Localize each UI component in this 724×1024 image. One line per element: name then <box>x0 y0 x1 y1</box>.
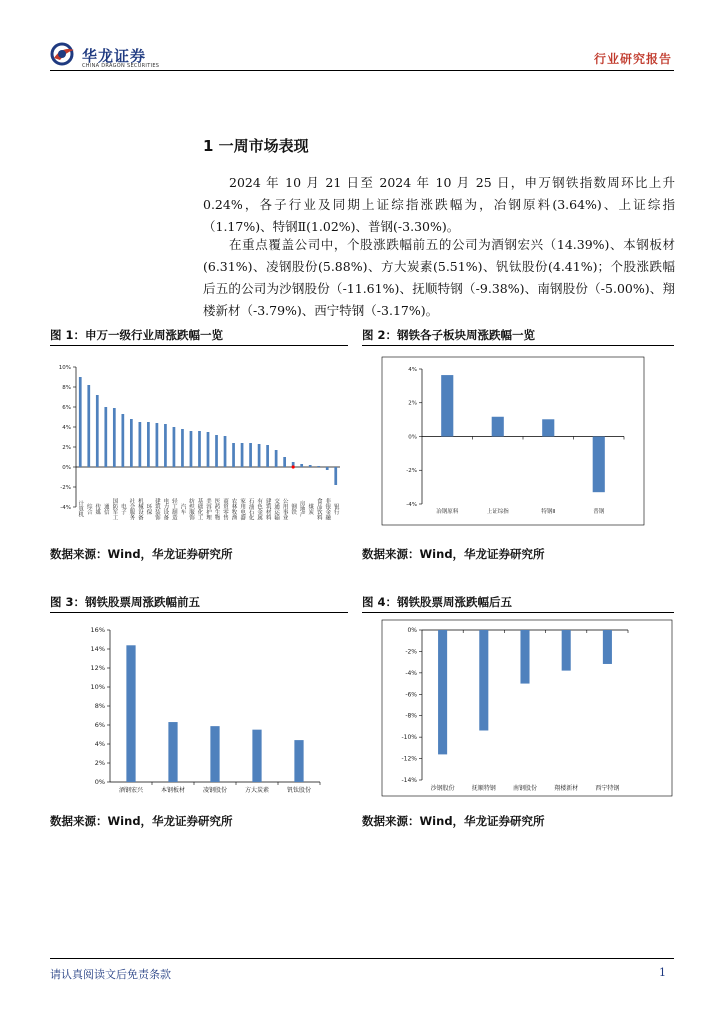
x-category-label: 建筑材料 <box>264 498 271 520</box>
bar-方大炭素 <box>252 730 261 782</box>
bar-沙钢股份 <box>438 630 447 754</box>
y-tick-label: 12% <box>90 664 105 673</box>
bar-普钢 <box>593 437 605 493</box>
y-tick-label: 8% <box>94 702 105 711</box>
x-category-label: 通信 <box>102 503 109 515</box>
bar-特钢Ⅱ <box>542 419 554 436</box>
bar-计算机 <box>79 377 82 467</box>
x-category-label: 银行 <box>332 503 339 515</box>
x-category-label: 国防军工 <box>111 498 118 520</box>
highlight-marker <box>292 465 295 468</box>
x-category-label: 酒钢宏兴 <box>118 787 144 794</box>
y-tick-label: 10% <box>58 364 71 371</box>
x-category-label: 综合 <box>85 503 92 515</box>
figure-3-title: 图 3：钢铁股票周涨跌幅前五 <box>50 595 201 609</box>
x-category-label: 食品饮料 <box>315 498 322 520</box>
bar-南钢股份 <box>520 630 529 684</box>
y-tick-label: 8% <box>62 384 71 391</box>
x-category-label: 有色金属 <box>256 498 263 520</box>
y-tick-label: -2% <box>406 468 417 475</box>
figure-2-chart <box>362 355 674 535</box>
y-tick-label: -4% <box>60 504 71 511</box>
bar-农林牧渔 <box>232 443 235 467</box>
y-tick-label: 4% <box>94 740 105 749</box>
figure-1-title: 图 1：申万一级行业周涨跌幅一览 <box>50 328 224 342</box>
y-tick-label: 0% <box>94 778 105 787</box>
figure-1-svg <box>50 355 348 535</box>
y-tick-label: 14% <box>90 645 105 654</box>
x-category-label: 电力设备 <box>162 498 169 520</box>
x-category-label: 钢铁 <box>290 503 297 515</box>
section-title: 1 一周市场表现 <box>203 137 309 155</box>
y-tick-label: 2% <box>94 759 105 768</box>
x-category-label: 医药生物 <box>213 498 220 520</box>
x-category-label: 美容护理 <box>205 498 211 520</box>
header-rule <box>50 70 674 71</box>
figure-3-rule <box>50 612 348 613</box>
bar-公用事业 <box>283 457 286 467</box>
x-category-label: 商贸零售 <box>222 498 229 520</box>
bar-煤炭 <box>309 465 312 467</box>
x-category-label: 沙钢股份 <box>430 785 455 792</box>
bar-基础化工 <box>198 431 201 467</box>
figure-3-chart <box>50 618 348 800</box>
y-tick-label: 0% <box>408 434 417 441</box>
bar-冶钢原料 <box>441 375 453 436</box>
x-category-label: 传媒 <box>94 503 101 515</box>
x-category-label: 计算机 <box>77 500 84 518</box>
x-category-label: 环保 <box>145 503 152 515</box>
bar-石油石化 <box>249 443 252 467</box>
y-tick-label: -14% <box>401 777 417 784</box>
logo-name: 华龙证券 <box>82 47 147 65</box>
figure-3-svg <box>50 618 348 800</box>
bar-医药生物 <box>215 435 218 467</box>
y-tick-label: 0% <box>407 627 417 634</box>
y-tick-label: -4% <box>405 669 417 677</box>
x-category-label: 非银金融 <box>324 498 331 520</box>
bar-美容护理 <box>207 432 210 467</box>
bar-建筑装饰 <box>156 423 159 467</box>
figure-1-chart <box>50 355 348 535</box>
bar-非银金融 <box>326 467 329 470</box>
x-category-label: 轻工制造 <box>170 498 177 520</box>
bar-国防军工 <box>113 408 116 467</box>
bar-综合 <box>87 385 90 467</box>
footer-rule <box>50 958 674 959</box>
dragon-logo-icon <box>50 42 78 66</box>
figure-2-title: 图 2：钢铁各子板块周涨跌幅一览 <box>362 328 536 342</box>
bar-机械设备 <box>139 422 142 467</box>
bar-环保 <box>147 422 150 467</box>
y-tick-label: -2% <box>405 648 417 656</box>
bar-汽车 <box>181 429 184 467</box>
logo-subtitle: CHINA DRAGON SECURITIES <box>82 63 160 69</box>
y-tick-label: 10% <box>90 683 105 692</box>
x-category-label: 石油石化 <box>247 498 254 520</box>
y-tick-label: 16% <box>90 626 105 635</box>
bar-房地产 <box>300 464 303 467</box>
bar-银行 <box>334 467 337 485</box>
figure-2-svg <box>362 355 674 535</box>
x-category-label: 家用电器 <box>239 498 246 520</box>
bar-电力设备 <box>164 424 167 467</box>
x-category-label: 煤炭 <box>307 503 314 515</box>
x-category-label: 房地产 <box>298 500 305 518</box>
x-category-label: 翔楼新材 <box>554 785 579 792</box>
figure-4-title: 图 4：钢铁股票周涨跌幅后五 <box>362 595 513 609</box>
x-category-label: 社会服务 <box>128 498 135 520</box>
x-category-label: 农林牧渔 <box>230 498 237 520</box>
bar-电子 <box>121 414 124 467</box>
figure-2-rule <box>362 345 674 346</box>
x-category-label: 钒钛股份 <box>286 787 312 794</box>
x-category-label: 上证综指 <box>486 509 509 515</box>
figure-4-source: 数据来源：Wind，华龙证券研究所 <box>362 814 545 828</box>
bar-建筑材料 <box>266 445 269 467</box>
x-category-label: 冶钢原料 <box>436 509 459 515</box>
bar-酒钢宏兴 <box>126 645 135 782</box>
y-tick-label: 6% <box>62 404 71 411</box>
x-category-label: 电子 <box>119 503 126 515</box>
x-category-label: 交通运输 <box>273 498 280 520</box>
figure-2-source: 数据来源：Wind，华龙证券研究所 <box>362 547 545 561</box>
bar-传媒 <box>96 395 99 467</box>
bar-社会服务 <box>130 419 133 467</box>
report-type: 行业研究报告 <box>593 52 672 66</box>
y-tick-label: -4% <box>406 501 417 508</box>
x-category-label: 机械设备 <box>136 498 143 520</box>
x-category-label: 抚顺特钢 <box>471 785 496 792</box>
x-category-label: 建筑装饰 <box>153 498 160 520</box>
x-category-label: 特钢Ⅱ <box>541 509 556 515</box>
figure-1-rule <box>50 345 348 346</box>
y-tick-label: -12% <box>401 755 417 763</box>
figure-4-chart <box>362 618 674 800</box>
paragraph-1: 2024 年 10 月 21 日至 2024 年 10 月 25 日，申万钢铁指数周环比上升0.24%，各子行业及同期上证综指涨跌幅为，冶钢原料(3.64%)、上证综指（1.17%)、特钢Ⅱ(1.02%)、普钢(-3.30%)。 <box>203 175 675 234</box>
bar-有色金属 <box>258 444 261 467</box>
figure-1-source: 数据来源：Wind，华龙证券研究所 <box>50 547 233 561</box>
y-tick-label: -6% <box>405 691 417 699</box>
x-category-label: 公用事业 <box>281 498 288 520</box>
page-number: 1 <box>659 966 666 979</box>
y-tick-label: 2% <box>62 444 71 451</box>
bar-翔楼新材 <box>562 630 571 671</box>
paragraph-2: 在重点覆盖公司中，个股涨跌幅前五的公司为酒钢宏兴（14.39%)、本钢板材(6.31%)、凌钢股份(5.88%)、方大炭素(5.51%)、钒钛股份(4.41%)；个股涨跌幅后五的公司为沙钢股份（-11.61%)、抚顺特钢（-9.38%)、南钢股份（-5.00%)、翔楼新材（-3.79%)、西宁特钢（-3.17%)。 <box>203 237 675 318</box>
x-category-label: 西宁特钢 <box>595 785 620 792</box>
bar-通信 <box>104 407 107 467</box>
disclaimer-note[interactable]: 请认真阅读文后免责条款 <box>50 968 171 981</box>
bar-抚顺特钢 <box>479 630 488 731</box>
x-category-label: 纺织服饰 <box>187 498 194 520</box>
x-category-label: 基础化工 <box>196 498 203 520</box>
figure-4-rule <box>362 612 674 613</box>
bar-西宁特钢 <box>603 630 612 664</box>
bar-本钢板材 <box>168 722 177 782</box>
y-tick-label: -10% <box>401 734 417 742</box>
bar-凌钢股份 <box>210 726 219 782</box>
x-category-label: 普钢 <box>593 509 605 515</box>
x-category-label: 汽车 <box>179 503 186 515</box>
bar-商贸零售 <box>224 436 227 467</box>
bar-家用电器 <box>241 443 244 467</box>
bar-纺织服饰 <box>190 431 193 467</box>
y-tick-label: 4% <box>408 366 417 373</box>
y-tick-label: -2% <box>60 484 71 491</box>
bar-交通运输 <box>275 450 278 467</box>
logo <box>50 42 180 68</box>
bar-钒钛股份 <box>294 740 303 782</box>
bar-食品饮料 <box>317 466 320 467</box>
y-tick-label: 2% <box>408 400 417 407</box>
bar-上证综指 <box>492 417 504 437</box>
figure-3-source: 数据来源：Wind，华龙证券研究所 <box>50 814 233 828</box>
y-tick-label: -8% <box>405 712 417 720</box>
y-tick-label: 4% <box>62 424 71 431</box>
y-tick-label: 0% <box>62 464 71 471</box>
x-category-label: 本钢板材 <box>160 787 186 794</box>
bar-轻工制造 <box>173 427 176 467</box>
y-tick-label: 6% <box>94 721 105 730</box>
x-category-label: 凌钢股份 <box>202 787 228 794</box>
x-category-label: 南钢股份 <box>512 785 538 792</box>
figure-4-svg <box>362 618 674 800</box>
x-category-label: 方大炭素 <box>244 787 270 794</box>
